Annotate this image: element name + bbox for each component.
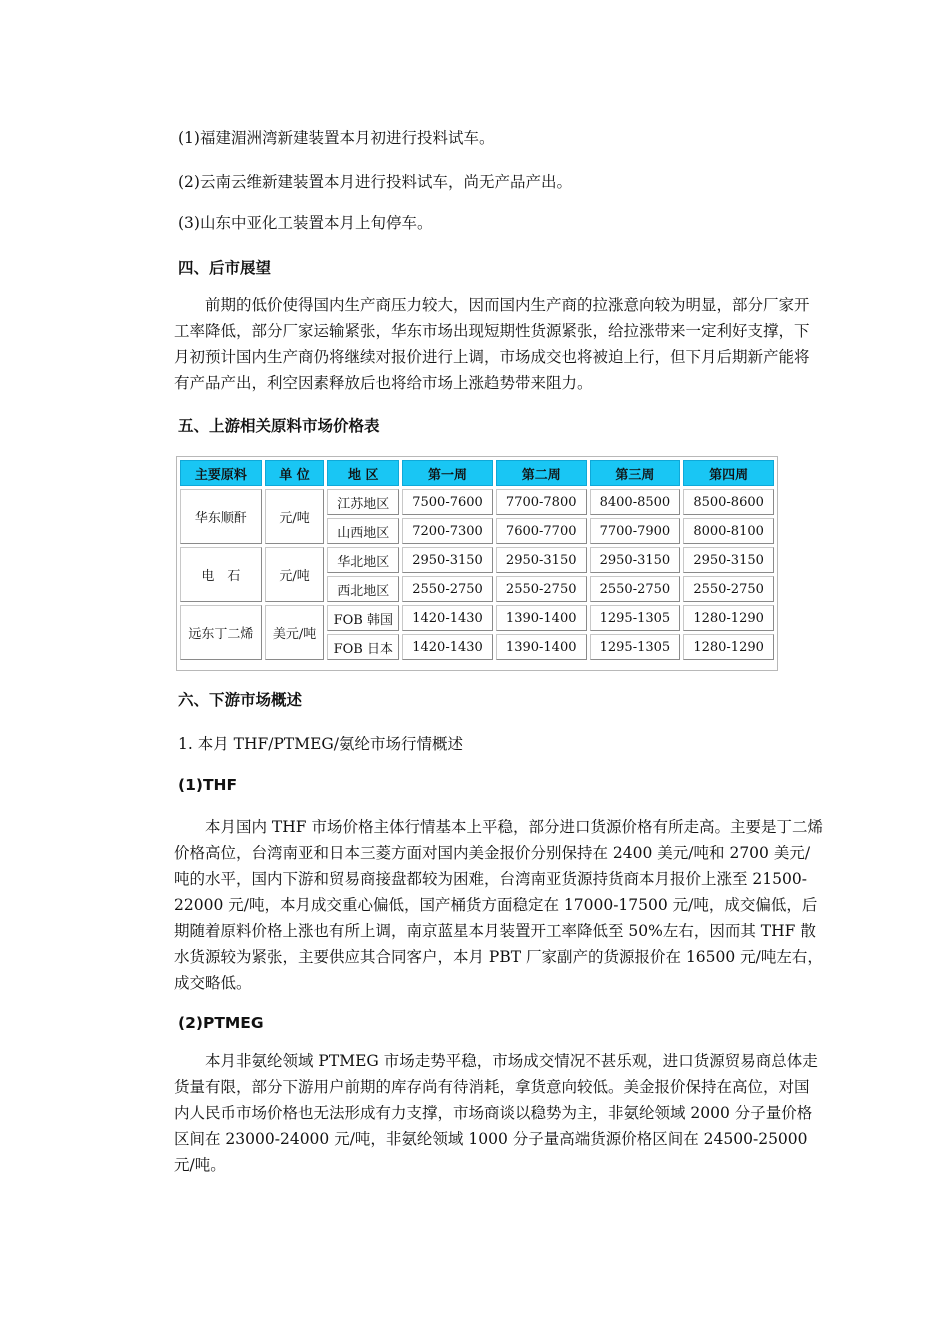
- price-cell: 8000-8100: [683, 518, 774, 544]
- region-cell: 西北地区: [327, 576, 399, 602]
- price-cell: 2550-2750: [496, 576, 587, 602]
- list-item-1: (1)福建湄洲湾新建装置本月初进行投料试车。: [178, 129, 495, 147]
- list-item-2: (2)云南云维新建装置本月进行投料试车，尚无产品产出。: [178, 173, 572, 191]
- list-item-3: (3)山东中亚化工装置本月上旬停车。: [178, 214, 433, 232]
- price-cell: 1295-1305: [590, 634, 681, 660]
- header-week1: 第一周: [402, 460, 493, 486]
- thf-paragraph: 本月国内 THF 市场价格主体行情基本上平稳，部分进口货源价格有所走高。主要是丁二烯价格高位，台湾南亚和日本三菱方面对国内美金报价分别保持在 2400 美元/吨和 2700 美元/吨的水平，国内下游和贸易商接盘都较为困难，台湾南亚货源持货商本月报价上涨至 21500-22000 元/吨，本月成交重心偏低，国产桶货方面稳定在 17000-17500 元/吨，成交偏低，后期随着原料价格上涨也有所上调，南京蓝星本月装置开工率降低至 50%左右，因而其 THF 散水货源较为紧张，主要供应其合同客户，本月 PBT 厂家副产的货源报价在 16500 元/吨左右，成交略低。: [174, 818, 823, 992]
- price-cell: 1280-1290: [683, 634, 774, 660]
- region-cell: FOB 韩国: [327, 605, 399, 631]
- ptmeg-heading: (2)PTMEG: [178, 1014, 264, 1032]
- price-cell: 2950-3150: [683, 547, 774, 573]
- material-cell: 电 石: [180, 547, 262, 602]
- price-cell: 2950-3150: [590, 547, 681, 573]
- header-material: 主要原料: [180, 460, 262, 486]
- subsection-title: 1. 本月 THF/PTMEG/氨纶市场行情概述: [178, 735, 464, 753]
- header-week3: 第三周: [590, 460, 681, 486]
- material-cell: 远东丁二烯: [180, 605, 262, 660]
- header-region: 地 区: [327, 460, 399, 486]
- thf-heading: (1)THF: [178, 776, 238, 794]
- price-cell: 7700-7900: [590, 518, 681, 544]
- price-table-frame: [176, 456, 778, 671]
- ptmeg-paragraph: 本月非氨纶领域 PTMEG 市场走势平稳，市场成交情况不甚乐观，进口货源贸易商总体走货量有限，部分下游用户前期的库存尚有待消耗，拿货意向较低。美金报价保持在高位，对国内人民币市场价格也无法形成有力支撑，市场商谈以稳势为主，非氨纶领域 2000 分子量价格区间在 23000-24000 元/吨，非氨纶领域 1000 分子量高端货源价格区间在 24500-25000 元/吨。: [174, 1052, 818, 1174]
- unit-cell: 美元/吨: [265, 605, 325, 660]
- price-cell: 8400-8500: [590, 489, 681, 515]
- section-heading-outlook: 四、后市展望: [178, 259, 272, 277]
- price-cell: 1420-1430: [402, 634, 493, 660]
- header-unit: 单 位: [265, 460, 325, 486]
- price-cell: 2550-2750: [683, 576, 774, 602]
- price-cell: 7500-7600: [402, 489, 493, 515]
- section-heading-downstream: 六、下游市场概述: [178, 691, 303, 709]
- price-cell: 7200-7300: [402, 518, 493, 544]
- price-cell: 1390-1400: [496, 634, 587, 660]
- table-row: [180, 489, 774, 515]
- price-cell: 1295-1305: [590, 605, 681, 631]
- region-cell: 江苏地区: [327, 489, 399, 515]
- price-cell: 2550-2750: [590, 576, 681, 602]
- price-cell: 1390-1400: [496, 605, 587, 631]
- region-cell: FOB 日本: [327, 634, 399, 660]
- price-cell: 2950-3150: [496, 547, 587, 573]
- price-cell: 2950-3150: [402, 547, 493, 573]
- price-cell: 7700-7800: [496, 489, 587, 515]
- table-row: [180, 547, 774, 573]
- material-cell: 华东顺酐: [180, 489, 262, 544]
- header-week2: 第二周: [496, 460, 587, 486]
- price-cell: 8500-8600: [683, 489, 774, 515]
- price-cell: 1280-1290: [683, 605, 774, 631]
- price-cell: 7600-7700: [496, 518, 587, 544]
- region-cell: 华北地区: [327, 547, 399, 573]
- table-row: [180, 605, 774, 631]
- unit-cell: 元/吨: [265, 489, 325, 544]
- outlook-paragraph: 前期的低价使得国内生产商压力较大，因而国内生产商的拉涨意向较为明显，部分厂家开工率降低，部分厂家运输紧张，华东市场出现短期性货源紧张，给拉涨带来一定利好支撑，下月初预计国内生产商仍将继续对报价进行上调，市场成交也将被迫上行，但下月后期新产能将有产品产出，利空因素释放后也将给市场上涨趋势带来阻力。: [174, 296, 810, 392]
- region-cell: 山西地区: [327, 518, 399, 544]
- section-heading-price-table: 五、上游相关原料市场价格表: [178, 417, 380, 435]
- price-table: [177, 457, 777, 663]
- header-week4: 第四周: [683, 460, 774, 486]
- table-header-row: [180, 460, 774, 486]
- price-cell: 2550-2750: [402, 576, 493, 602]
- price-cell: 1420-1430: [402, 605, 493, 631]
- unit-cell: 元/吨: [265, 547, 325, 602]
